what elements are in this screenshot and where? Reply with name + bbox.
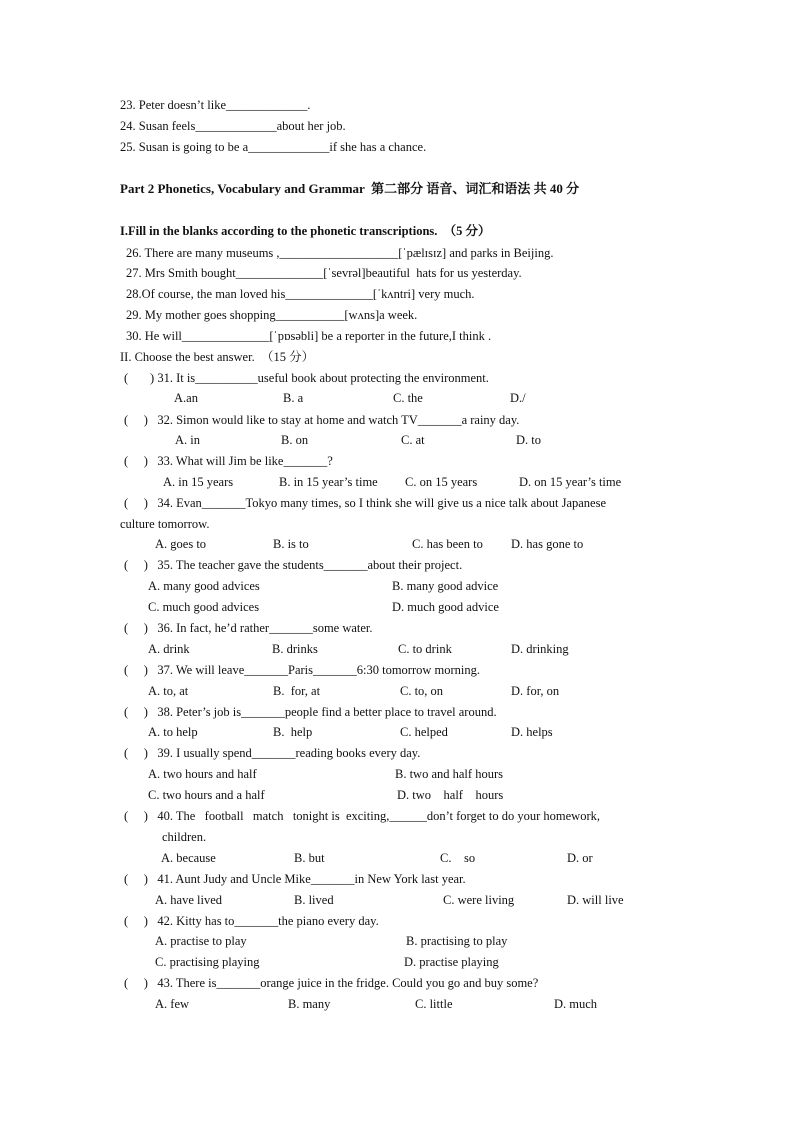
mc-40-option-d: D. or [567,851,593,865]
mc-37-option-a: A. to, at [148,684,189,698]
mc-question-32-stem: ( ) 32. Simon would like to stay at home and watch TV_______a rainy day. [124,413,520,427]
mc-question-36-stem: ( ) 36. In fact, he’d rather_______some water. [124,621,373,635]
question-23: 23. Peter doesn’t like_____________. [120,98,311,112]
phonetic-item-28: 28.Of course, the man loved his______________[ˈkʌntri] very much. [126,287,475,301]
mc-42-option-b: B. practising to play [406,934,508,948]
mc-31-option-d: D./ [510,391,526,405]
mc-38-option-d: D. helps [511,725,553,739]
mc-question-35-stem: ( ) 35. The teacher gave the students_______about their project. [124,558,463,572]
mc-35-option-c: C. much good advices [148,600,260,614]
mc-question-42-stem: ( ) 42. Kitty has to_______the piano every day. [124,914,379,928]
mc-38-option-c: C. helped [400,725,448,739]
mc-34-option-d: D. has gone to [511,537,584,551]
mc-36-option-c: C. to drink [398,642,452,656]
mc-43-option-a: A. few [155,997,190,1011]
phonetic-item-26: 26. There are many museums ,___________________[ˈpælɪsɪz] and parks in Beijing. [126,246,554,260]
mc-39-option-b: B. two and half hours [395,767,503,781]
mc-43-option-b: B. many [288,997,331,1011]
question-24: 24. Susan feels_____________about her job. [120,119,346,133]
mc-34-option-a: A. goes to [155,537,207,551]
mc-question-33-stem: ( ) 33. What will Jim be like_______? [124,454,333,468]
mc-32-option-c: C. at [401,433,425,447]
mc-36-option-b: B. drinks [272,642,318,656]
mc-43-option-c: C. little [415,997,453,1011]
mc-37-option-b: B. for, at [273,684,321,698]
phonetic-item-27: 27. Mrs Smith bought______________[ˈsevrəl]beautiful hats for us yesterday. [126,266,522,280]
mc-33-option-c: C. on 15 years [405,475,478,489]
mc-41-option-d: D. will live [567,893,624,907]
mc-33-option-d: D. on 15 year’s time [519,475,622,489]
mc-question-39-stem: ( ) 39. I usually spend_______reading books every day. [124,746,421,760]
mc-32-option-b: B. on [281,433,309,447]
mc-39-option-c: C. two hours and a half [148,788,265,802]
mc-question-34-stem: ( ) 34. Evan_______Tokyo many times, so I think she will give us a nice talk about Japanese [124,496,607,510]
section1-heading: I.Fill in the blanks according to the phonetic transcriptions. （5 分） [120,224,491,238]
mc-40-option-a: A. because [161,851,216,865]
mc-question-41-stem: ( ) 41. Aunt Judy and Uncle Mike_______in New York last year. [124,872,466,886]
mc-question-34-stem-continued: culture tomorrow. [120,517,210,531]
question-25: 25. Susan is going to be a_____________if she has a chance. [120,140,427,154]
mc-question-40-stem: ( ) 40. The football match tonight is exciting,______don’t forget to do your homework, [124,809,600,823]
mc-41-option-b: B. lived [294,893,334,907]
mc-41-option-a: A. have lived [155,893,222,907]
mc-42-option-d: D. practise playing [404,955,499,969]
part2-heading: Part 2 Phonetics, Vocabulary and Grammar 第二部分 语音、词汇和语法 共 40 分 [120,181,580,196]
mc-32-option-a: A. in [175,433,200,447]
section2-heading: II. Choose the best answer. （15 分） [120,350,315,364]
mc-40-option-c: C. so [440,851,476,865]
mc-33-option-b: B. in 15 year’s time [279,475,378,489]
mc-38-option-a: A. to help [148,725,198,739]
mc-38-option-b: B. help [273,725,313,739]
mc-34-option-c: C. has been to [412,537,483,551]
mc-36-option-d: D. drinking [511,642,569,656]
mc-36-option-a: A. drink [148,642,190,656]
mc-33-option-a: A. in 15 years [163,475,234,489]
mc-32-option-d: D. to [516,433,541,447]
mc-39-option-d: D. two half hours [397,788,504,802]
phonetic-item-30: 30. He will______________[ˈpɒsəbli] be a reporter in the future,I think . [126,329,492,343]
mc-question-43-stem: ( ) 43. There is_______orange juice in the fridge. Could you go and buy some? [124,976,539,990]
phonetic-item-29: 29. My mother goes shopping___________[wʌns]a week. [126,308,418,322]
mc-40-option-b: B. but [294,851,325,865]
mc-43-option-d: D. much [554,997,598,1011]
mc-42-option-a: A. practise to play [155,934,247,948]
mc-31-option-a: A.an [174,391,198,405]
mc-37-option-d: D. for, on [511,684,560,698]
mc-31-option-c: C. the [393,391,423,405]
mc-42-option-c: C. practising playing [155,955,260,969]
mc-question-40-stem-continued: children. [162,830,207,844]
mc-31-option-b: B. a [283,391,304,405]
mc-question-37-stem: ( ) 37. We will leave_______Paris_______6:30 tomorrow morning. [124,663,481,677]
mc-37-option-c: C. to, on [400,684,444,698]
mc-question-38-stem: ( ) 38. Peter’s job is_______people find a better place to travel around. [124,705,497,719]
mc-35-option-a: A. many good advices [148,579,260,593]
mc-35-option-d: D. much good advice [392,600,499,614]
mc-35-option-b: B. many good advice [392,579,499,593]
mc-34-option-b: B. is to [273,537,309,551]
mc-39-option-a: A. two hours and half [148,767,257,781]
mc-41-option-c: C. were living [443,893,515,907]
mc-question-31-stem: ( ) 31. It is__________useful book about protecting the environment. [124,371,489,385]
